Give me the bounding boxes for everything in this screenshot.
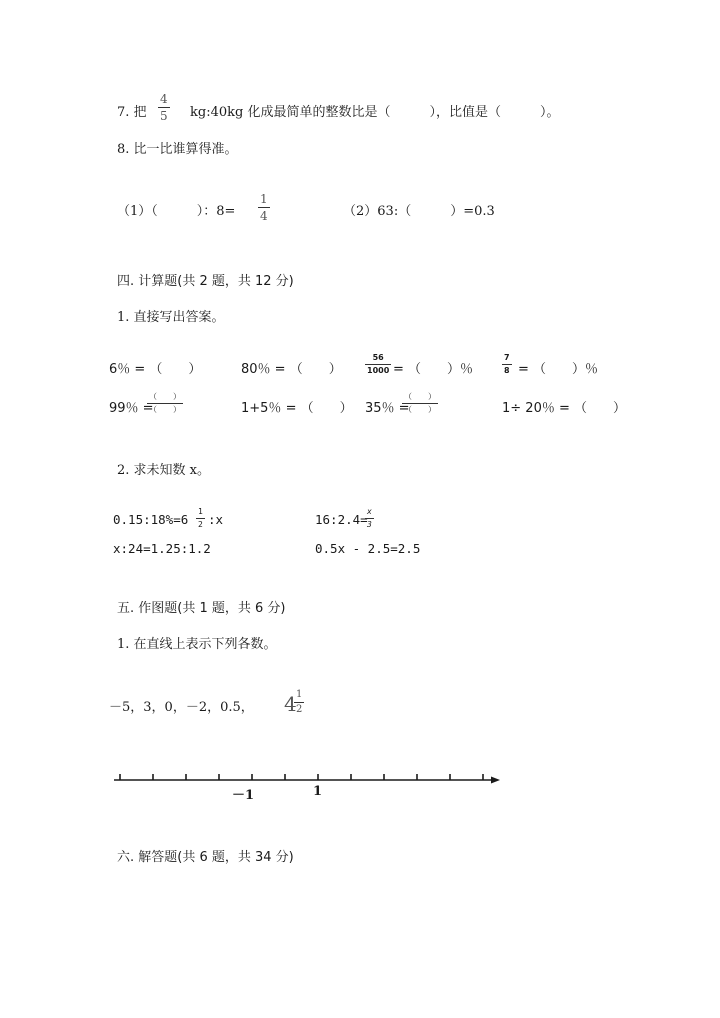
calc-1c-fraction <box>365 354 391 375</box>
q7-fraction-numerator: 4 <box>160 92 168 106</box>
number-line-label-pos1: 1 <box>313 784 323 799</box>
number-line <box>110 768 502 786</box>
q8-part1-fraction <box>258 193 270 222</box>
equation-1-denominator: 2 <box>198 520 203 529</box>
number-line-label-neg1: －1 <box>232 788 255 803</box>
calc-1c-denominator: 1000 <box>367 366 390 375</box>
calc-2b: 1+5％ = （ ） <box>241 401 353 416</box>
q8-part1: （1）（ ）：8= <box>117 204 236 219</box>
calc-1d-fraction <box>502 354 512 375</box>
section5-q1-title: 1. 在直线上表示下列各数。 <box>117 637 277 652</box>
equation-1-fraction <box>196 508 205 529</box>
section4-q1-title: 1. 直接写出答案。 <box>117 310 225 325</box>
calc-2a-numerator: （ ） <box>149 392 181 401</box>
calc-1d-answer: = （ ）％ <box>518 362 599 377</box>
number-line-arrow-icon <box>491 777 500 784</box>
calc-2c-prefix: 35％ = <box>365 401 410 416</box>
calc-1d-numerator: 7 <box>504 353 510 362</box>
calc-1c-answer: = （ ）％ <box>393 362 474 377</box>
q7-prefix: 7. 把 <box>117 105 147 120</box>
section4-heading: 四. 计算题(共 2 题，共 12 分) <box>117 274 294 289</box>
equation-1-numerator: 1 <box>198 507 203 516</box>
calc-2c-fraction <box>402 393 438 414</box>
equation-3: x:24=1.25:1.2 <box>113 541 211 556</box>
section6-heading: 六. 解答题(共 6 题，共 34 分) <box>117 850 294 865</box>
q7-text: kg:40kg 化成最简单的整数比是（ ），比值是（ ）。 <box>190 105 560 120</box>
mixed-number-numerator: 1 <box>296 689 303 700</box>
mixed-number-fraction <box>294 690 304 715</box>
calc-1b: 80％ = （ ） <box>241 362 342 377</box>
equation-2-fraction <box>365 508 374 529</box>
q8-title: 8. 比一比谁算得准。 <box>117 142 238 157</box>
calc-2a-prefix: 99％ = <box>109 401 154 416</box>
equation-1-prefix: 0.15:18%=6 <box>113 512 189 527</box>
equation-2-prefix: 16:2.4= <box>315 512 368 527</box>
q8-part1-denominator: 4 <box>260 209 268 223</box>
q7-fraction <box>158 93 170 122</box>
calc-2c-numerator: （ ） <box>404 392 436 401</box>
q8-part1-numerator: 1 <box>260 192 268 206</box>
mixed-number-whole: 4 <box>284 692 297 716</box>
equation-1-suffix: :x <box>208 512 224 527</box>
q7-fraction-denominator: 5 <box>160 109 168 123</box>
number-line-ticks <box>120 774 483 780</box>
section4-q2-title: 2. 求未知数 x。 <box>117 463 210 478</box>
calc-1c-numerator: 56 <box>372 353 384 362</box>
calc-2c-denominator: （ ） <box>404 405 436 414</box>
calc-1d-denominator: 8 <box>504 366 510 375</box>
calc-1a: 6％ = （ ） <box>109 362 202 377</box>
calc-2a-fraction <box>147 393 183 414</box>
number-list: －5，3，0，－2，0.5， <box>109 700 254 715</box>
calc-2a-denominator: （ ） <box>149 405 181 414</box>
equation-2-denominator: 3 <box>367 520 372 529</box>
calc-2d: 1÷ 20％ = （ ） <box>502 401 626 416</box>
q8-part2: （2）63:（ ）=0.3 <box>343 204 495 219</box>
mixed-number-denominator: 2 <box>296 704 303 715</box>
equation-2-numerator: x <box>367 507 372 516</box>
section5-heading: 五. 作图题(共 1 题，共 6 分) <box>117 601 286 616</box>
equation-4: 0.5x - 2.5=2.5 <box>315 541 421 556</box>
